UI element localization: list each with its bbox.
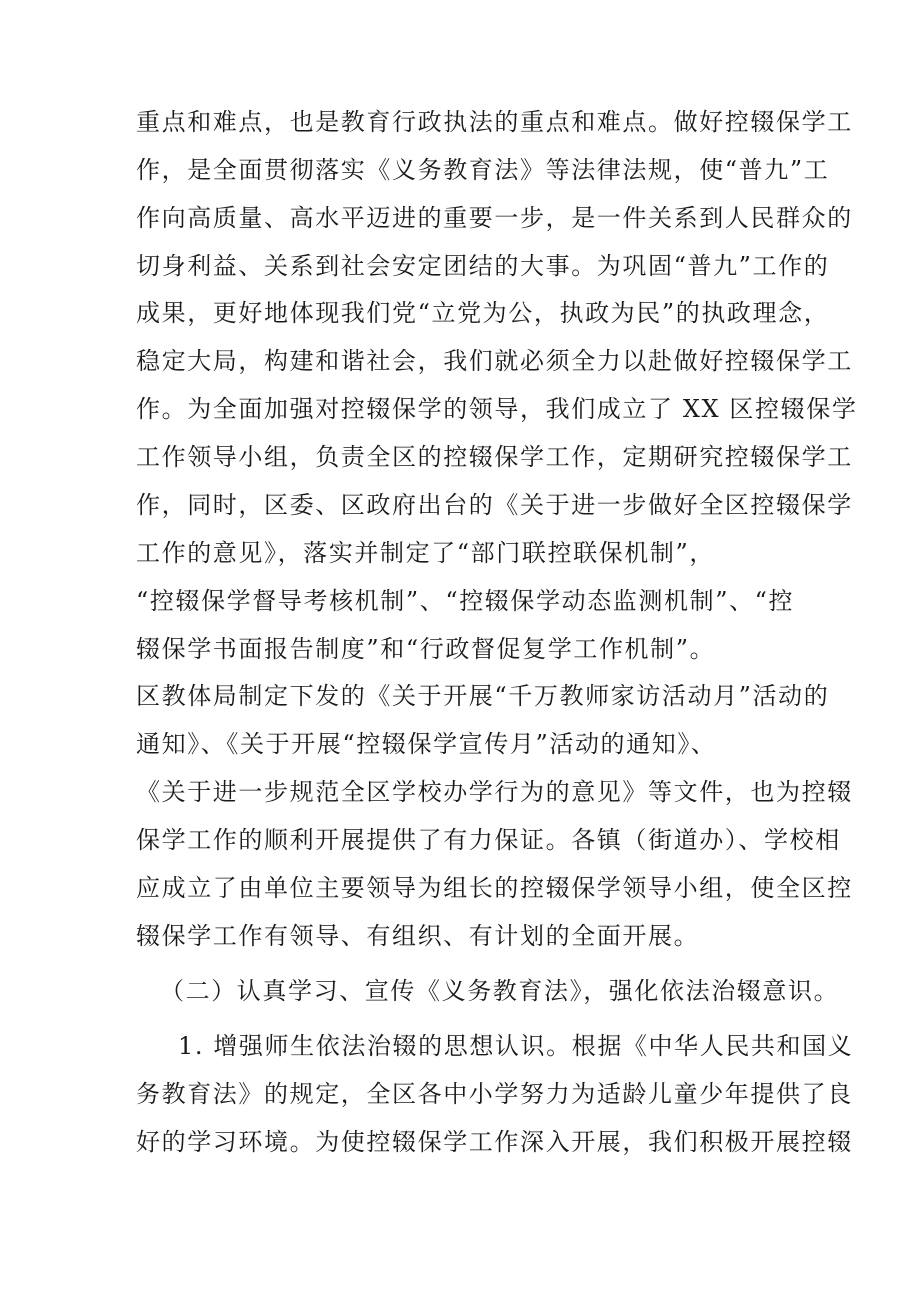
paragraph-line: 作向高质量、高水平迈进的重要一步，是一件关系到人民群众的	[136, 204, 853, 232]
paragraph-line: 作。为全面加强对控辍保学的领导，我们成立了 XX 区控辍保学	[136, 395, 858, 423]
paragraph-line: 通知》、《关于开展“控辍保学宣传月”活动的通知》、	[136, 730, 717, 758]
paragraph-line: 切身利益、关系到社会安定团结的大事。为巩固“普九”工作的	[136, 252, 830, 280]
paragraph-line: 辍保学书面报告制度”和“行政督促复学工作机制”。	[136, 635, 716, 663]
paragraph-line: 稳定大局，构建和谐社会，我们就必须全力以赴做好控辍保学工	[136, 347, 853, 375]
subsection-heading: 1. 增强师生依法治辍的思想认识。根据《中华人民共和国义	[178, 1032, 854, 1060]
paragraph-line: “控辍保学督导考核机制”、“控辍保学动态监测机制”、“控	[136, 587, 795, 615]
paragraph-line: 工作的意见》，落实并制定了“部门联控联保机制”，	[136, 539, 715, 567]
paragraph-line: 应成立了由单位主要领导为组长的控辍保学领导小组，使全区控	[136, 874, 853, 902]
paragraph-line: 《关于进一步规范全区学校办学行为的意见》等文件，也为控辍	[136, 778, 853, 806]
paragraph-line: 辍保学工作有领导、有组织、有计划的全面开展。	[136, 922, 700, 950]
paragraph-line: 重点和难点，也是教育行政执法的重点和难点。做好控辍保学工	[136, 108, 853, 136]
paragraph-line: 保学工作的顺利开展提供了有力保证。各镇（街道办）、学校相	[136, 826, 841, 854]
paragraph-line: 务教育法》的规定，全区各中小学努力为适龄儿童少年提供了良	[136, 1080, 853, 1108]
paragraph-line: 作，同时，区委、区政府出台的《关于进一步做好全区控辍保学	[136, 491, 853, 519]
paragraph-line: 区教体局制定下发的《关于开展“千万教师家访活动月”活动的	[136, 682, 830, 710]
paragraph-line: 作，是全面贯彻落实《义务教育法》等法律法规，使“普九”工	[136, 156, 830, 184]
paragraph-line: 好的学习环境。为使控辍保学工作深入开展，我们积极开展控辍	[136, 1128, 853, 1156]
section-heading: （二）认真学习、宣传《义务教育法》，强化依法治辍意识。	[160, 977, 840, 1005]
paragraph-line: 工作领导小组，负责全区的控辍保学工作，定期研究控辍保学工	[136, 443, 853, 471]
paragraph-line: 成果，更好地体现我们党“立党为公，执政为民”的执政理念，	[136, 299, 830, 327]
